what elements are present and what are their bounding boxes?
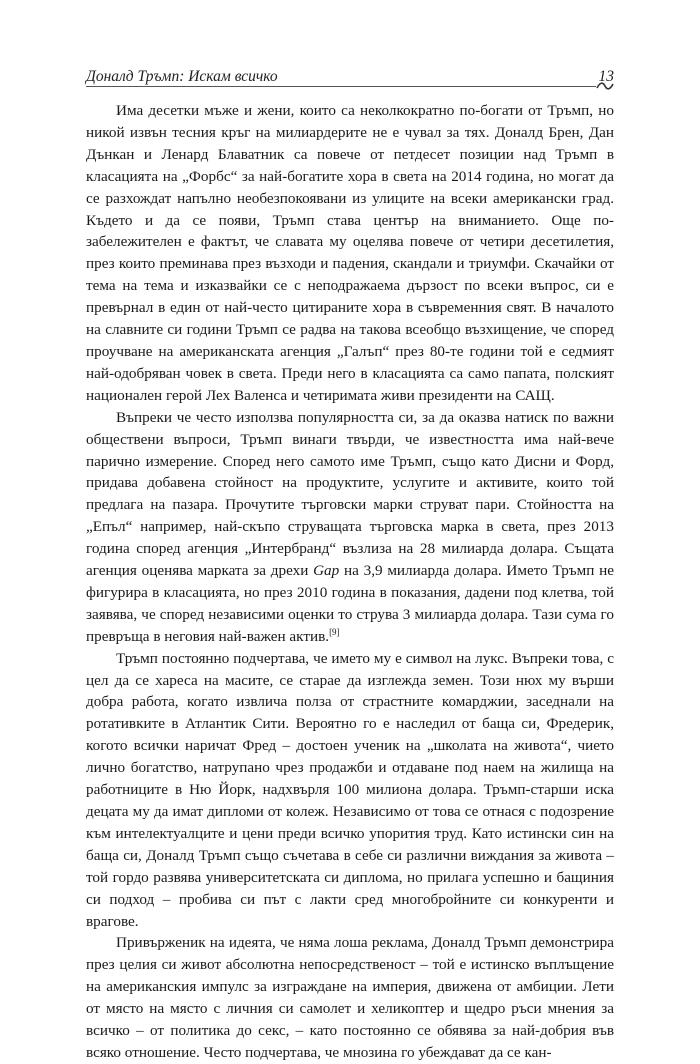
body-text [86,100,614,1064]
running-title: Доналд Тръмп: Искам всичко [86,68,278,85]
paragraph-1: Има десетки мъже и жени, които са неколкократно по-богати от Тръмп, но никой извън тесния кръг на милиардерите не е чувал за тях. Доналд Брен, Дан Дънкан и Ленард Блаватник са повече от петдесет позиции над Тръмп в класацията на „Форбс“ за най-богатите хора в света на 2014 година, но могат да се разхождат напълно необезпокоявани из улиците на всеки американски град. Където и да се появи, Тръмп става център на вниманието. Още по-забележителен е фактът, че славата му оцелява повече от четири десетилетия, през които преминава през възходи и падения, скандали и триумфи. Скачайки от тема на тема и изказвайки се с неподражаема дързост по всеки въпрос, си е превърнал в един от най-често цитираните хора в съвременния свят. В началото на славните си години Тръмп се радва на такова всеобщо възхищение, че според проучване на американската агенция „Галъп“ през 80-те години той е седмият най-одобряван човек в света. Преди него в класацията са само папата, полският национален герой Лех Валенса и четиримата живи президенти на САЩ. [86,102,614,404]
running-header [86,58,614,86]
header-rule [86,86,596,87]
page-number: 13 [598,68,614,85]
paragraph-4: Привърженик на идеята, че няма лоша реклама, Доналд Тръмп демонстрира през целия си живот абсолютна непосредственост – той е истинско въплъщение на американския импулс за изграждане на империя, движена от амбиции. Лети от място на място с личния си самолет и хеликоптер и щедро ръси мнения за всичко – от политика до секс, – като постоянно се обявява за най-добрия във всяко отношение. Често подчертава, че мнозина го убеждават да се кан- [86,934,614,1061]
paragraph-2-text-a: Въпреки че често използва популярността си, за да оказва натиск по важни обществени въпроси, Тръмп винаги твърди, че известността има най-вече парично измерение. Според него самото име Тръмп, също като Дисни и Форд, придава добавена стойност на продуктите, услугите и активите, които той предлага на пазара. Прочутите търговски марки струват пари. Стойността на „Епъл“ например, най-скъпо струващата търговска марка в света, през 2013 година според агенция „Интербранд“ възлиза на 28 милиарда долара. Същата агенция оценява марката за дрехи [86,408,614,580]
paragraph-2 [86,407,614,648]
brand-name-gap: Gap [313,562,340,580]
paragraph-2-text-b: на 3,9 милиарда долара. Името Тръмп не фигурира в класацията, но през 2010 година в показания, дадени под клетва, той заявява, че според независими оценки то струва 3 милиарда долара. Тази сума го превръща в неговия най-важен актив. [86,562,614,645]
footnote-reference[interactable]: [9] [329,626,340,637]
paragraph-3: Тръмп постоянно подчертава, че името му е символ на лукс. Въпреки това, с цел да се хареса на масите, се старае да изглежда земен. Този нюх му върши добра работа, когато извлича полза от страстните комарджии, заседнали на ротативките в Атлантик Сити. Вероятно го е наследил от баща си, Фредерик, когото всички наричат Фред – достоен ученик на „школата на живота“, чието лично богатство, натрупано чрез продажби и отдаване под наем на жилища на работниците в Ню Йорк, надхвърля 100 милиона долара. Тръмп-старши иска децата му да имат дипломи от колеж. Независимо от това се отнася с подозрение към интелектуалците и цени преди всичко упорития труд. Като истински син на баща си, Доналд Тръмп също съчетава в себе си различни виждания за живота – той гордо развява университетската си диплома, но прилага успешно и бащиния си подход – пробива си път с лакти сред многобройните си конкуренти и врагове. [86,649,614,930]
tilde-ornament-icon [596,79,614,93]
